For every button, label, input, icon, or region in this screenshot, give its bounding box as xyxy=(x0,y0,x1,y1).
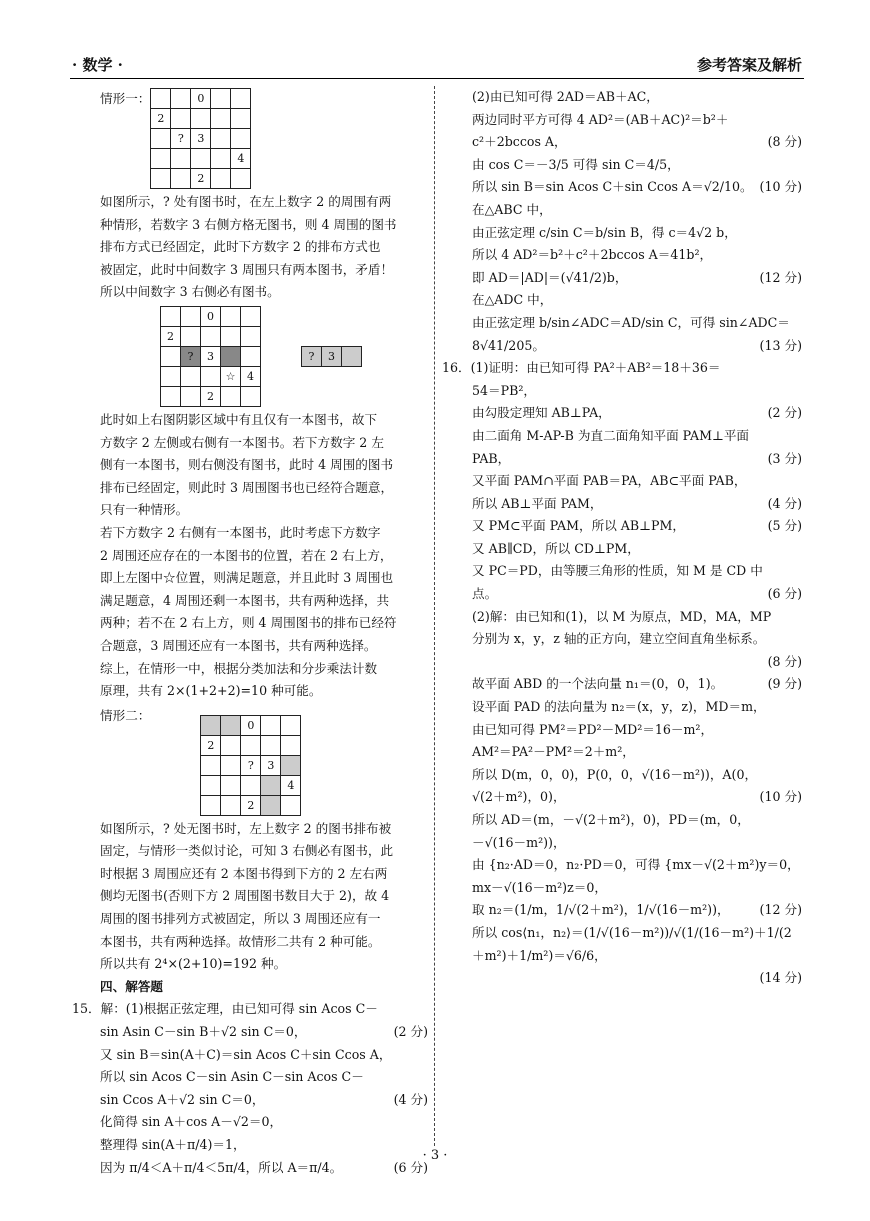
grid-cell xyxy=(281,755,301,775)
solution-line xyxy=(472,854,802,899)
grid-cell: 2 xyxy=(161,326,181,346)
solution-line xyxy=(472,764,802,787)
solution-line xyxy=(472,402,802,425)
solution-text: 取 n₂＝(1/m，1/√(2＋m²)，1/√(16－m²))， xyxy=(472,902,730,918)
grid-cell xyxy=(221,715,241,735)
solution-text: 54＝PB²， xyxy=(472,382,536,398)
text-line: 方数字 2 左侧或右侧有一本图书。若下方数字 2 左 xyxy=(100,434,384,450)
grid-case1 xyxy=(150,88,251,189)
grid-cell xyxy=(221,775,241,795)
header-rule xyxy=(70,78,804,79)
grid-cell xyxy=(261,795,281,815)
solution-text: 由 {n₂·AD＝0，n₂·PD＝0，可得 {mx－√(2＋m²)y＝0，mx－√(16－m²)z＝0， xyxy=(472,857,800,895)
grid-cell xyxy=(211,169,231,189)
solution-text: 所以 D(m，0，0)，P(0，0，√(16－m²))，A(0， xyxy=(472,766,758,782)
solution-line xyxy=(100,1044,428,1067)
grid-cell xyxy=(261,735,281,755)
text-line: 合题意，3 周围还应有一本图书，共有两种选择。 xyxy=(100,637,377,653)
solution-line xyxy=(472,380,802,403)
right-column xyxy=(442,86,802,990)
grid-cell xyxy=(201,326,221,346)
case2-figure xyxy=(100,705,428,816)
grid-cell xyxy=(181,386,201,406)
solution-line xyxy=(472,967,802,990)
grid-cell xyxy=(171,149,191,169)
grid-cell xyxy=(241,346,261,366)
score-mark: (4 分) xyxy=(393,1091,428,1107)
case2-label: 情形二： xyxy=(100,707,151,723)
text-line: 所以共有 2⁴×(2+10)=192 种。 xyxy=(100,956,287,972)
text-line: 所以中间数字 3 右侧必有图书。 xyxy=(100,284,280,300)
solution-line xyxy=(472,493,802,516)
grid-cell: 2 xyxy=(201,386,221,406)
grid-cell: 3 xyxy=(322,346,342,366)
grid-cell xyxy=(241,735,261,755)
grid-cell: 2 xyxy=(201,735,221,755)
grid-cell xyxy=(241,306,261,326)
solution-line xyxy=(472,515,802,538)
solution-text: －√(16－m²))， xyxy=(472,834,566,850)
grid-cell xyxy=(161,346,181,366)
grid-cell xyxy=(231,89,251,109)
text-line: 固定，与情形一类似讨论，可知 3 右侧必有图书，此 xyxy=(100,843,394,859)
solution-line xyxy=(472,222,802,245)
solution-text: AM²＝PA²－PM²＝2＋m²， xyxy=(472,744,635,760)
score-mark: (14 分) xyxy=(759,970,802,986)
page-number: · 3 · xyxy=(422,1148,448,1163)
grid-cell: 0 xyxy=(201,306,221,326)
solution-line xyxy=(442,357,802,380)
solution-line xyxy=(472,312,802,335)
grid-cell: 2 xyxy=(191,169,211,189)
solution-text: (2)解：由已知和(1)，以 M 为原点，MD，MA，MP xyxy=(472,608,772,624)
grid-cell xyxy=(201,366,221,386)
subject-label: · 数学 · xyxy=(72,56,123,74)
grid-cell xyxy=(342,346,362,366)
grid-cell: ? xyxy=(181,346,201,366)
solution-text: 由正弦定理 b/sin∠ADC＝AD/sin C，可得 sin∠ADC＝ xyxy=(472,314,790,330)
score-mark: (9 分) xyxy=(767,676,802,692)
solution-line xyxy=(472,86,802,109)
solution-line xyxy=(472,583,802,606)
solution-line xyxy=(72,998,428,1021)
solution-text: 在△ADC 中， xyxy=(472,292,553,308)
solution-line xyxy=(472,560,802,583)
grid-cell xyxy=(261,715,281,735)
grid-cell: 4 xyxy=(241,366,261,386)
small-grid xyxy=(301,346,362,367)
grid-cell xyxy=(241,386,261,406)
grid-cell xyxy=(261,775,281,795)
grid-cell xyxy=(201,775,221,795)
grid-cell: 4 xyxy=(231,149,251,169)
grid-cell xyxy=(161,366,181,386)
text-line: 侧均无图书(否则下方 2 周围图书数目大于 2)，故 4 xyxy=(100,888,390,904)
grid-cell xyxy=(211,109,231,129)
solution-text: sin Ccos A＋√2 sin C＝0， xyxy=(100,1091,265,1107)
solution-line xyxy=(472,109,802,132)
solution-line xyxy=(100,1089,428,1112)
solution-line xyxy=(472,741,802,764)
solution-line xyxy=(100,1021,428,1044)
grid-cell xyxy=(231,109,251,129)
text-line: 2 周围还应存在的一本图书的位置，若在 2 右上方， xyxy=(100,547,393,563)
solution-line xyxy=(472,289,802,312)
score-mark: (2 分) xyxy=(767,405,802,421)
grid-cell xyxy=(211,89,231,109)
text-line: 即上左图中☆位置，则满足题意，并且此时 3 周围也 xyxy=(100,570,394,586)
text-line: 只有一种情形。 xyxy=(100,502,189,518)
left-column xyxy=(72,86,428,1179)
solution-line xyxy=(472,832,802,855)
grid-cell xyxy=(221,306,241,326)
score-mark: (3 分) xyxy=(767,450,802,466)
solution-text: 两边同时平方可得 4 AD²＝(AB＋AC)²＝b²＋ xyxy=(472,111,729,127)
grid-cell: 4 xyxy=(281,775,301,795)
grid-cell xyxy=(211,149,231,169)
score-mark: (13 分) xyxy=(759,337,802,353)
solution-text: 所以 AB⊥平面 PAM， xyxy=(472,495,603,511)
grid-cell xyxy=(201,795,221,815)
page-header xyxy=(72,54,802,78)
grid-cell: 3 xyxy=(191,129,211,149)
grid-case1-b xyxy=(160,306,261,407)
solution-text: 由已知可得 PM²＝PD²－MD²＝16－m²， xyxy=(472,721,714,737)
text-line: 如图所示，? 处有图书时，在左上数字 2 的周围有两 xyxy=(100,194,392,209)
grid-cell xyxy=(221,326,241,346)
text-line: 被固定，此时中间数字 3 周围只有两本图书，矛盾！ xyxy=(100,261,394,277)
grid-cell xyxy=(161,386,181,406)
solution-text: 点。 xyxy=(472,586,498,602)
text-line: 如图所示，? 处无图书时，左上数字 2 的图书排布被 xyxy=(100,820,392,836)
grid-cell xyxy=(241,326,261,346)
text-line: 周围的图书排列方式被固定，所以 3 周围还应有一 xyxy=(100,911,381,927)
grid-cell: 0 xyxy=(241,715,261,735)
grid-cell: 2 xyxy=(241,795,261,815)
solution-text: 化简得 sin A＋cos A－√2＝0， xyxy=(100,1114,283,1130)
grid-cell: ? xyxy=(302,346,322,366)
solution-text: PAB， xyxy=(472,450,511,466)
grid-cell xyxy=(151,169,171,189)
solution-line xyxy=(472,199,802,222)
solution-text: 又 PC＝PD，由等腰三角形的性质，知 M 是 CD 中 xyxy=(472,563,763,579)
solution-text: 所以 4 AD²＝b²＋c²＋2bccos A＝41b²， xyxy=(472,247,713,263)
score-mark: (10 分) xyxy=(759,179,802,195)
solution-text: 所以 sin Acos C－sin Asin C－sin Acos C－ xyxy=(100,1069,364,1085)
text-line: 侧有一本图书，则右侧没有图书，此时 4 周围的图书 xyxy=(100,457,394,473)
solution-text: 在△ABC 中， xyxy=(472,201,552,217)
score-mark: (6 分) xyxy=(393,1159,428,1175)
score-mark: (5 分) xyxy=(767,518,802,534)
solution-line xyxy=(472,651,802,674)
solution-text: √(2＋m²)，0)， xyxy=(472,789,566,805)
solution-text: 由正弦定理 c/sin C＝b/sin B，得 c＝4√2 b， xyxy=(472,224,737,240)
text-line: 此时如上右图阴影区域中有且仅有一本图书，故下 xyxy=(100,411,378,427)
solution-line xyxy=(100,1111,428,1134)
grid-cell xyxy=(171,109,191,129)
grid-cell xyxy=(151,89,171,109)
grid-cell xyxy=(221,735,241,755)
score-mark: (10 分) xyxy=(759,789,802,805)
solution-text: 所以 cos⟨n₁，n₂⟩＝(1/√(16－m²))/√(1/(16－m²)＋1/(2＋m²)＋1/m²)＝√6/6， xyxy=(472,924,792,963)
solution-text: c²＋2bccos A， xyxy=(472,134,567,150)
grid-cell xyxy=(191,109,211,129)
solution-text: sin Asin C－sin B＋√2 sin C＝0， xyxy=(100,1024,307,1040)
solution-text: 设平面 PAD 的法向量为 n₂＝(x，y，z)，MD＝m， xyxy=(472,699,766,715)
solution-line xyxy=(472,606,802,629)
solution-text: 又 AB∥CD，所以 CD⊥PM， xyxy=(472,540,640,556)
grid-cell xyxy=(281,735,301,755)
text-line: 排布已经固定，则此时 3 周围图书也已经符合题意， xyxy=(100,479,394,495)
solution-line xyxy=(472,335,802,358)
case1-figure2 xyxy=(160,306,428,407)
grid-cell: ? xyxy=(241,755,261,775)
grid-cell xyxy=(171,89,191,109)
solution-text: 又 sin B＝sin(A＋C)＝sin Acos C＋sin Ccos A， xyxy=(100,1046,392,1062)
solution-line xyxy=(472,154,802,177)
solution-line xyxy=(472,470,802,493)
solution-text: 15．解：(1)根据正弦定理，由已知可得 sin Acos C－ xyxy=(72,1001,378,1017)
solution-line xyxy=(472,809,802,832)
solution-line xyxy=(472,719,802,742)
text-line: 若下方数字 2 右侧有一本图书，此时考虑下方数字 xyxy=(100,524,381,540)
grid-cell: 2 xyxy=(151,109,171,129)
grid-cell xyxy=(181,366,201,386)
solution-text: 所以 sin B＝sin Acos C＋sin Ccos A＝√2/10。 xyxy=(472,179,753,195)
solution-line xyxy=(472,244,802,267)
grid-cell xyxy=(161,306,181,326)
grid-cell xyxy=(211,129,231,149)
column-divider xyxy=(434,86,435,1146)
solution-line xyxy=(472,538,802,561)
grid-cell xyxy=(201,715,221,735)
grid-cell xyxy=(181,306,201,326)
grid-cell xyxy=(221,346,241,366)
text-line: 综上，在情形一中，根据分类加法和分步乘法计数 xyxy=(100,660,378,676)
text-line: 排布方式已经固定，此时下方数字 2 的排布方式也 xyxy=(100,239,381,255)
grid-cell xyxy=(231,169,251,189)
solution-line xyxy=(472,673,802,696)
grid-cell: ☆ xyxy=(221,366,241,386)
grid-cell xyxy=(231,129,251,149)
grid-cell xyxy=(221,386,241,406)
text-line: 种情形，若数字 3 右侧方格无图书，则 4 周围的图书 xyxy=(100,216,397,232)
solution-text: 又 PM⊂平面 PAM，所以 AB⊥PM， xyxy=(472,518,685,534)
solution-line xyxy=(472,922,802,967)
grid-cell xyxy=(241,775,261,795)
solution-text: 8√41/205。 xyxy=(472,337,545,353)
text-line: 时根据 3 周围应还有 2 本图书得到下方的 2 左右两 xyxy=(100,865,388,881)
grid-cell: 0 xyxy=(191,89,211,109)
solution-text: 整理得 sin(A＋π/4)＝1， xyxy=(100,1137,246,1152)
solution-text: 即 AD＝|AD|＝(√41/2)b， xyxy=(472,269,628,285)
grid-cell: 3 xyxy=(261,755,281,775)
grid-cell xyxy=(191,149,211,169)
score-mark: (2 分) xyxy=(393,1024,428,1040)
score-mark: (8 分) xyxy=(767,134,802,150)
grid-case2 xyxy=(200,715,301,816)
grid-cell: ? xyxy=(171,129,191,149)
text-line: 满足题意，4 周围还剩一本图书，共有两种选择，共 xyxy=(100,592,390,608)
solution-text: 所以 AD＝(m，－√(2＋m²)，0)，PD＝(m，0， xyxy=(472,812,750,827)
solution-line xyxy=(472,899,802,922)
score-mark: (8 分) xyxy=(767,653,802,669)
header-title: 参考答案及解析 xyxy=(696,56,802,74)
grid-cell xyxy=(151,129,171,149)
text-line: 本图书，共有两种选择。故情形二共有 2 种可能。 xyxy=(100,933,381,949)
case1-figure xyxy=(100,88,428,189)
solution-line xyxy=(472,448,802,471)
grid-cell xyxy=(151,149,171,169)
text-line: 两种；若不在 2 右上方，则 4 周围图书的排布已经符 xyxy=(100,615,397,631)
solution-line xyxy=(472,786,802,809)
case1-label: 情形一： xyxy=(100,91,151,106)
score-mark: (12 分) xyxy=(759,269,802,285)
grid-cell xyxy=(281,715,301,735)
solution-line xyxy=(472,131,802,154)
score-mark: (12 分) xyxy=(759,902,802,918)
solution-line xyxy=(472,696,802,719)
solution-text: 由 cos C＝－3/5 可得 sin C＝4/5， xyxy=(472,156,680,172)
section-heading: 四、解答题 xyxy=(100,978,163,994)
score-mark: (6 分) xyxy=(767,586,802,602)
solution-text: 由勾股定理知 AB⊥PA， xyxy=(472,405,611,421)
grid-cell xyxy=(201,755,221,775)
grid-cell: 3 xyxy=(201,346,221,366)
solution-text: 又平面 PAM∩平面 PAB＝PA，AB⊂平面 PAB， xyxy=(472,473,747,489)
grid-cell xyxy=(171,169,191,189)
solution-line xyxy=(472,628,802,651)
solution-line xyxy=(472,425,802,448)
grid-cell xyxy=(281,795,301,815)
solution-line xyxy=(100,1066,428,1089)
solution-line xyxy=(472,176,802,199)
solution-text: (2)由已知可得 2AD＝AB＋AC， xyxy=(472,89,659,104)
grid-cell xyxy=(181,326,201,346)
solution-text: 16．(1)证明：由已知可得 PA²＋AB²＝18＋36＝ xyxy=(442,360,721,376)
text-line: 原理，共有 2×(1+2+2)=10 种可能。 xyxy=(100,683,322,699)
score-mark: (4 分) xyxy=(767,495,802,511)
grid-cell xyxy=(221,755,241,775)
solution-text: 由二面角 M-AP-B 为直二面角知平面 PAM⊥平面 xyxy=(472,427,750,443)
grid-cell xyxy=(221,795,241,815)
solution-text: 分别为 x，y，z 轴的正方向，建立空间直角坐标系。 xyxy=(472,631,766,647)
solution-text: 因为 π/4＜A＋π/4＜5π/4，所以 A＝π/4。 xyxy=(100,1159,343,1175)
solution-line xyxy=(472,267,802,290)
solution-text: 故平面 ABD 的一个法向量 n₁＝(0，0，1)。 xyxy=(472,676,724,692)
